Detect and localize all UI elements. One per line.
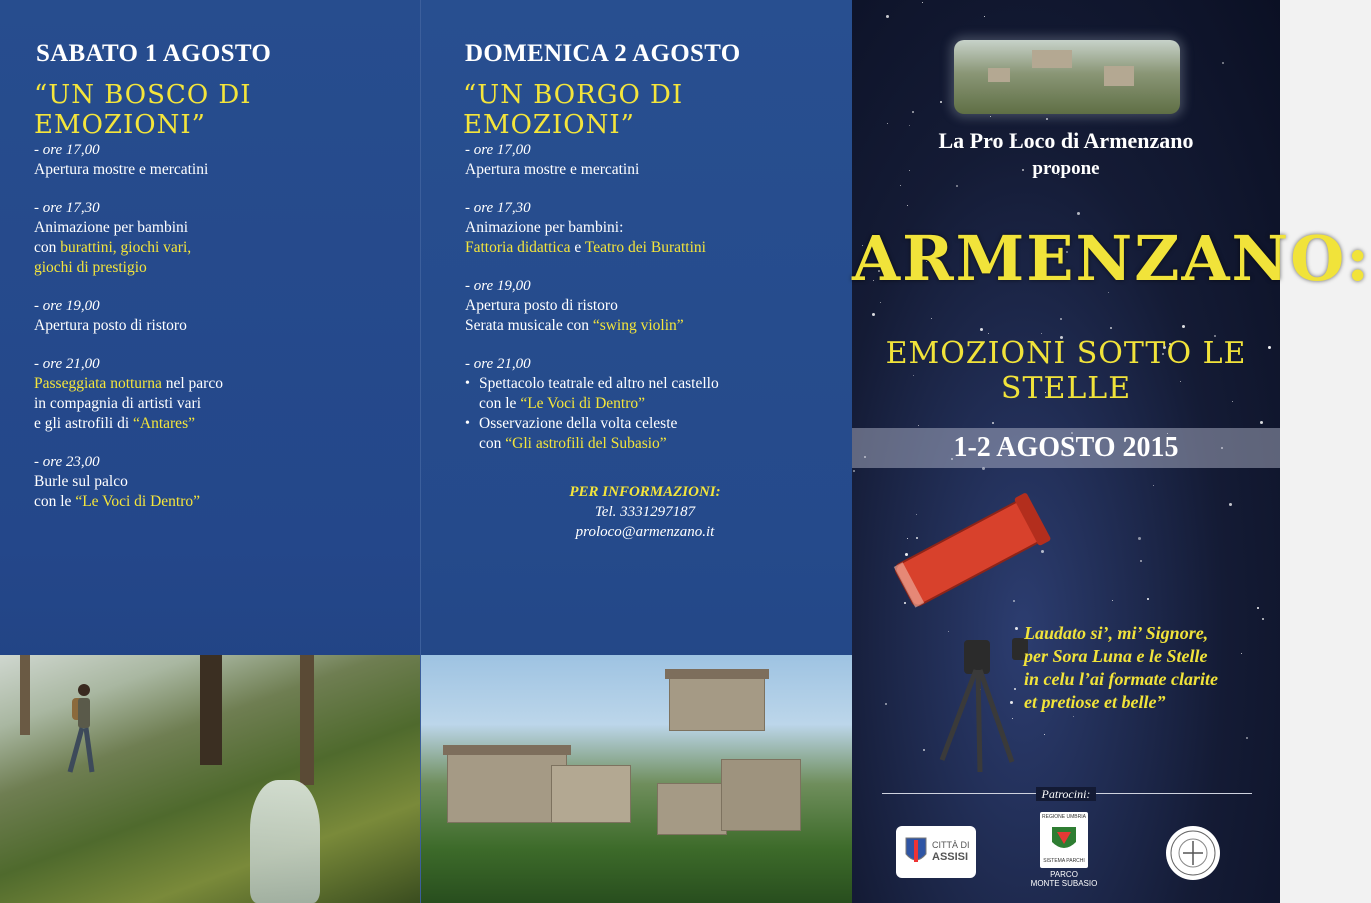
program-time: - ore 17,00	[34, 142, 100, 158]
program-highlight: “Le Voci di Dentro”	[75, 493, 201, 510]
star	[988, 333, 989, 334]
program-time: - ore 21,00	[465, 356, 531, 372]
house-roof	[443, 745, 571, 755]
tree-trunk	[20, 655, 30, 735]
program-text-part: e gli astrofili di	[34, 415, 134, 432]
star	[1260, 421, 1263, 424]
program-time: - ore 17,30	[34, 200, 100, 216]
star	[1046, 118, 1048, 120]
program-highlight: Teatro dei Burattini	[584, 239, 706, 256]
stream-waterfall	[250, 780, 320, 903]
quote-line: per Sora Luna e le Stelle	[1024, 646, 1208, 666]
program-highlight: giochi di prestigio	[34, 259, 147, 276]
program-text	[34, 374, 394, 394]
tree-trunk	[300, 655, 314, 785]
program-text: Spettacolo teatrale ed altro nel castello	[479, 375, 719, 392]
program-highlight: Passeggiata notturna	[34, 375, 162, 392]
star	[1229, 503, 1232, 506]
logo-caption-line: PARCO	[1050, 870, 1078, 879]
program-text-part: Serata musicale con	[465, 317, 593, 334]
program-text-part: nel parco	[161, 375, 223, 392]
program-item	[34, 354, 394, 434]
program-item	[465, 140, 825, 180]
panel-sunday	[420, 0, 852, 903]
proposes-text: propone	[1032, 158, 1100, 179]
bullet-item	[465, 414, 825, 454]
program-highlight: “Le Voci di Dentro”	[520, 395, 646, 412]
star	[1222, 62, 1224, 64]
program-text: Apertura mostre e mercatini	[465, 161, 640, 178]
program-text: Animazione per bambini:	[465, 219, 624, 236]
star	[1044, 734, 1045, 735]
program-text-part: con le	[34, 493, 76, 510]
citta-di-assisi-logo	[896, 826, 976, 878]
program-time: - ore 23,00	[34, 454, 100, 470]
program-text	[479, 394, 719, 414]
contact-heading: PER INFORMAZIONI:	[569, 484, 721, 500]
star	[956, 185, 958, 187]
bullet-icon: •	[465, 416, 470, 431]
day-title: DOMENICA 2 AGOSTO	[465, 40, 741, 67]
star	[918, 425, 919, 426]
tree-trunk	[200, 655, 222, 765]
village-photo	[421, 655, 852, 903]
star	[853, 470, 855, 472]
stone-house	[447, 753, 567, 823]
star	[887, 123, 888, 124]
star	[1246, 737, 1248, 739]
contact-info	[515, 482, 775, 542]
program-text: Apertura posto di ristoro	[465, 297, 618, 314]
star	[922, 2, 923, 3]
program-text: in compagnia di artisti vari	[34, 395, 202, 412]
armenzano-photo	[954, 40, 1180, 114]
program-highlight: Fattoria didattica	[465, 239, 571, 256]
program-highlight: “Antares”	[133, 415, 195, 432]
leaf-shield-icon	[1049, 824, 1079, 854]
panel-saturday	[0, 0, 420, 903]
logo-text: SISTEMA PARCHI	[1043, 858, 1085, 864]
program-item	[34, 296, 394, 336]
stone-house	[551, 765, 631, 823]
program-time: - ore 17,00	[465, 142, 531, 158]
star	[1262, 618, 1264, 620]
program-text	[479, 434, 677, 454]
day-theme: “UN BOSCO DI EMOZIONI”	[34, 80, 252, 140]
star	[980, 328, 983, 331]
day-theme: “UN BORGO DI EMOZIONI”	[463, 80, 684, 140]
star	[886, 15, 889, 18]
quote-line: in celu l’ai formate clarite	[1024, 669, 1218, 689]
quote-line: et pretiose et belle”	[1024, 692, 1166, 712]
stone-house	[657, 783, 727, 835]
star	[1147, 598, 1149, 600]
star	[1060, 318, 1062, 320]
telescope-icon	[872, 500, 1042, 780]
star	[931, 318, 932, 319]
star	[900, 185, 901, 186]
program-text-part: e	[570, 239, 585, 256]
program-text-part: con le	[479, 395, 521, 412]
program-item	[34, 198, 394, 278]
star	[872, 313, 875, 316]
program-highlight: “swing violin”	[592, 317, 684, 334]
panel-cover	[852, 0, 1371, 903]
program-highlight: “Gli astrofili del Subasio”	[505, 435, 667, 452]
star	[1257, 607, 1259, 609]
contact-email: proloco@armenzano.it	[575, 524, 715, 540]
logo-text: REGIONE UMBRIA	[1042, 814, 1086, 820]
bullet-icon: •	[465, 376, 470, 391]
building	[1032, 50, 1072, 68]
star	[1182, 325, 1185, 328]
presenter-text: La Pro Loco di Armenzano	[938, 128, 1194, 153]
program-text: Osservazione della volta celeste	[479, 415, 678, 432]
program-text	[34, 414, 394, 434]
program-list	[34, 140, 394, 530]
program-text: Burle sul palco	[34, 473, 128, 490]
star	[912, 111, 914, 113]
star	[1077, 212, 1080, 215]
program-time: - ore 17,30	[465, 200, 531, 216]
contact-phone: Tel. 3331297187	[594, 504, 696, 520]
star	[1153, 485, 1154, 486]
program-text: Apertura posto di ristoro	[34, 317, 187, 334]
star	[1112, 600, 1113, 601]
star	[1073, 716, 1074, 717]
program-item	[465, 354, 825, 454]
patrocini-label	[852, 783, 1280, 802]
star	[990, 116, 991, 117]
quote-line: Laudato si’, mi’ Signore,	[1024, 623, 1209, 643]
main-title: ARMENZANO:	[852, 222, 1371, 295]
program-item	[465, 276, 825, 336]
program-time: - ore 19,00	[465, 278, 531, 294]
program-list	[465, 140, 825, 472]
event-dates: 1-2 AGOSTO 2015	[953, 432, 1179, 463]
star	[992, 422, 994, 424]
logo-caption-line: MONTE SUBASIO	[1030, 879, 1098, 888]
logo-text: ASSISI	[932, 851, 969, 863]
star	[880, 302, 881, 303]
star	[940, 101, 942, 103]
program-text-part: con	[479, 435, 506, 452]
program-text	[34, 492, 394, 512]
logo-text: CITTÀ DI	[932, 840, 970, 850]
logo-caption	[1024, 870, 1104, 888]
patrocini-text: Patrocini:	[1036, 787, 1097, 801]
building	[988, 68, 1010, 82]
star	[1110, 327, 1112, 329]
program-time: - ore 21,00	[34, 356, 100, 372]
program-time: - ore 19,00	[34, 298, 100, 314]
star	[1041, 333, 1042, 334]
program-text-part: con	[34, 239, 61, 256]
bullet-item	[465, 374, 825, 414]
program-text	[34, 238, 394, 258]
star	[984, 16, 985, 17]
program-text	[465, 316, 825, 336]
hiker-figure	[60, 680, 100, 780]
parco-monte-subasio-logo	[1040, 812, 1088, 868]
program-highlight: burattini, giochi vari,	[60, 239, 192, 256]
subtitle: EMOZIONI SOTTO LE STELLE	[885, 336, 1247, 406]
star	[1138, 537, 1141, 540]
seal-logo	[1166, 826, 1220, 880]
program-item	[34, 140, 394, 180]
building	[1104, 66, 1134, 86]
coat-of-arms-icon	[904, 836, 928, 868]
program-text: Apertura mostre e mercatini	[34, 161, 209, 178]
program-text: Animazione per bambini	[34, 219, 189, 236]
star	[909, 125, 910, 126]
quote-text	[1024, 622, 1274, 714]
castle-building	[669, 677, 765, 731]
star	[1140, 560, 1142, 562]
day-title: SABATO 1 AGOSTO	[36, 40, 272, 67]
program-item	[465, 198, 825, 258]
program-text	[465, 238, 825, 258]
castle-roof	[665, 669, 769, 679]
stone-house	[721, 759, 801, 831]
seal-icon	[1166, 826, 1220, 880]
program-item	[34, 452, 394, 512]
star	[907, 205, 908, 206]
